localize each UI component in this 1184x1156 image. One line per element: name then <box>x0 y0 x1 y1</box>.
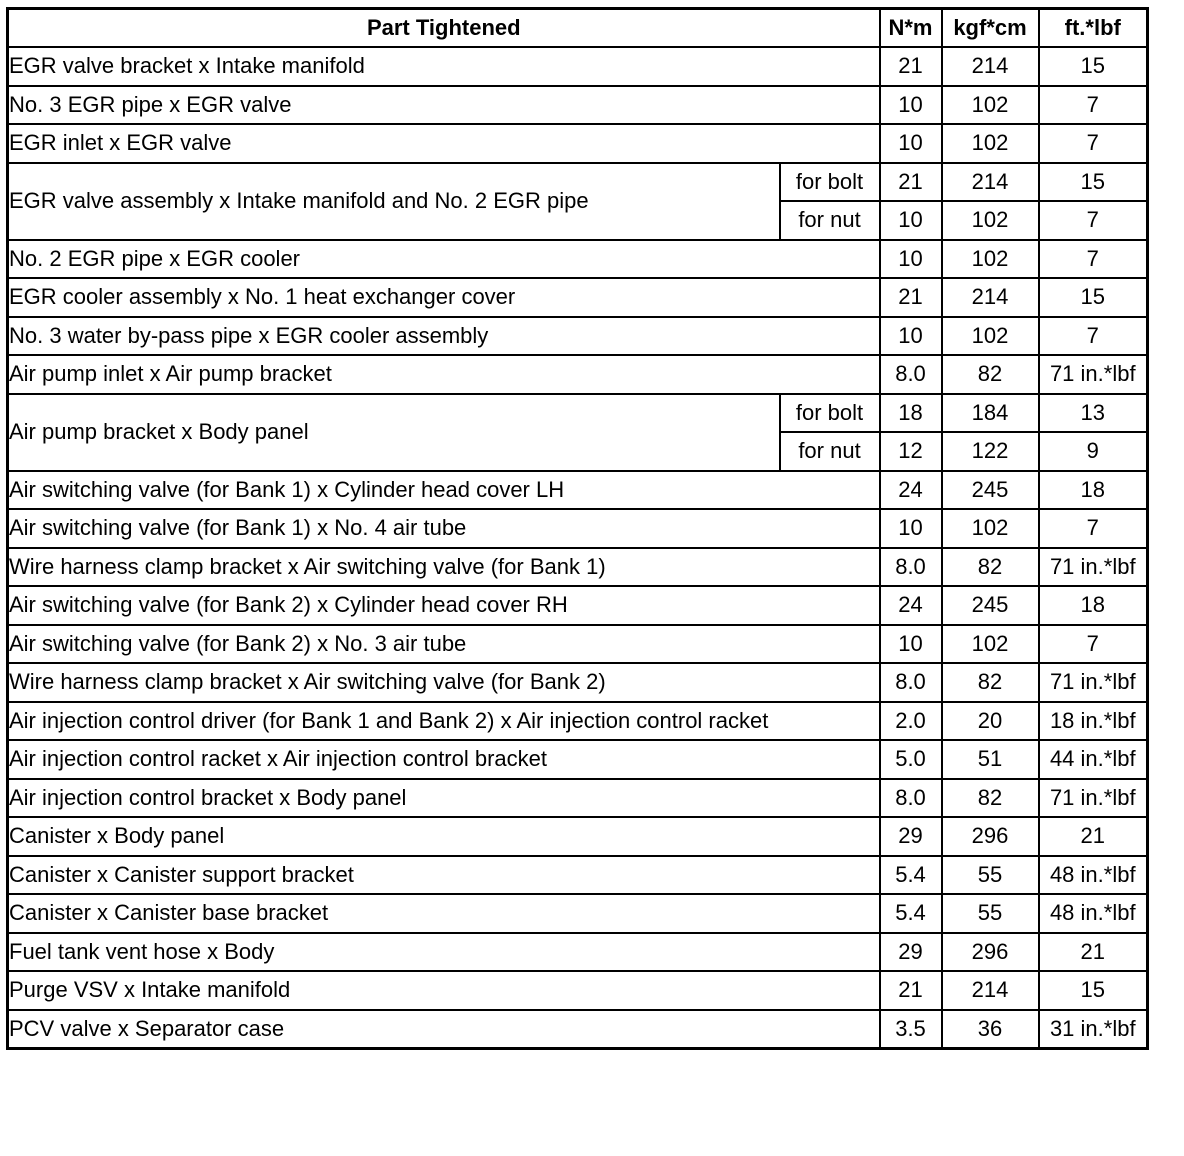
torque-nm-cell: 10 <box>880 201 942 240</box>
torque-kgf-cm-cell: 214 <box>942 47 1039 86</box>
fastener-type-cell: for nut <box>780 432 880 471</box>
torque-spec-table <box>6 7 1149 1050</box>
table-row <box>8 740 1148 779</box>
torque-kgf-cm-cell: 102 <box>942 201 1039 240</box>
torque-kgf-cm-cell: 102 <box>942 86 1039 125</box>
table-body <box>8 47 1148 1048</box>
torque-ft-lbf-cell: 7 <box>1039 625 1148 664</box>
part-name-cell: Air switching valve (for Bank 1) x Cylinder head cover LH <box>8 471 880 510</box>
part-name-cell: EGR valve bracket x Intake manifold <box>8 47 880 86</box>
table-row <box>8 1010 1148 1049</box>
torque-kgf-cm-cell: 36 <box>942 1010 1039 1049</box>
torque-kgf-cm-cell: 102 <box>942 625 1039 664</box>
torque-ft-lbf-cell: 15 <box>1039 163 1148 202</box>
torque-kgf-cm-cell: 296 <box>942 817 1039 856</box>
part-name-cell: Canister x Canister base bracket <box>8 894 880 933</box>
part-name-cell: Air switching valve (for Bank 1) x No. 4 air tube <box>8 509 880 548</box>
torque-ft-lbf-cell: 71 in.*lbf <box>1039 355 1148 394</box>
part-name-cell: EGR cooler assembly x No. 1 heat exchanger cover <box>8 278 880 317</box>
table-row <box>8 163 1148 202</box>
torque-ft-lbf-cell: 21 <box>1039 933 1148 972</box>
part-name-cell: No. 3 water by-pass pipe x EGR cooler assembly <box>8 317 880 356</box>
torque-kgf-cm-cell: 214 <box>942 278 1039 317</box>
torque-nm-cell: 18 <box>880 394 942 433</box>
torque-kgf-cm-cell: 214 <box>942 163 1039 202</box>
torque-nm-cell: 10 <box>880 317 942 356</box>
table-row <box>8 86 1148 125</box>
part-name-cell: Air pump bracket x Body panel <box>8 394 780 471</box>
part-name-cell: Air injection control bracket x Body panel <box>8 779 880 818</box>
part-name-cell: Wire harness clamp bracket x Air switching valve (for Bank 1) <box>8 548 880 587</box>
torque-ft-lbf-cell: 7 <box>1039 86 1148 125</box>
torque-nm-cell: 5.4 <box>880 856 942 895</box>
torque-ft-lbf-cell: 71 in.*lbf <box>1039 779 1148 818</box>
table-row <box>8 317 1148 356</box>
torque-nm-cell: 8.0 <box>880 779 942 818</box>
table-row <box>8 702 1148 741</box>
fastener-type-cell: for nut <box>780 201 880 240</box>
table-row <box>8 471 1148 510</box>
part-name-cell: PCV valve x Separator case <box>8 1010 880 1049</box>
torque-nm-cell: 10 <box>880 509 942 548</box>
torque-kgf-cm-cell: 82 <box>942 779 1039 818</box>
torque-kgf-cm-cell: 122 <box>942 432 1039 471</box>
header-nm: N*m <box>880 9 942 48</box>
torque-nm-cell: 29 <box>880 817 942 856</box>
torque-ft-lbf-cell: 7 <box>1039 509 1148 548</box>
table-row <box>8 933 1148 972</box>
part-name-cell: EGR valve assembly x Intake manifold and No. 2 EGR pipe <box>8 163 780 240</box>
torque-nm-cell: 8.0 <box>880 548 942 587</box>
header-ft-lbf: ft.*lbf <box>1039 9 1148 48</box>
torque-ft-lbf-cell: 13 <box>1039 394 1148 433</box>
part-name-cell: EGR inlet x EGR valve <box>8 124 880 163</box>
torque-ft-lbf-cell: 15 <box>1039 971 1148 1010</box>
table-row <box>8 663 1148 702</box>
table-row <box>8 355 1148 394</box>
part-name-cell: Canister x Body panel <box>8 817 880 856</box>
table-row <box>8 779 1148 818</box>
table-row <box>8 856 1148 895</box>
torque-kgf-cm-cell: 214 <box>942 971 1039 1010</box>
torque-ft-lbf-cell: 44 in.*lbf <box>1039 740 1148 779</box>
part-name-cell: Canister x Canister support bracket <box>8 856 880 895</box>
torque-nm-cell: 10 <box>880 86 942 125</box>
torque-ft-lbf-cell: 7 <box>1039 124 1148 163</box>
torque-ft-lbf-cell: 18 <box>1039 471 1148 510</box>
part-name-cell: Purge VSV x Intake manifold <box>8 971 880 1010</box>
torque-ft-lbf-cell: 7 <box>1039 317 1148 356</box>
torque-ft-lbf-cell: 71 in.*lbf <box>1039 663 1148 702</box>
torque-kgf-cm-cell: 296 <box>942 933 1039 972</box>
torque-nm-cell: 10 <box>880 625 942 664</box>
torque-nm-cell: 12 <box>880 432 942 471</box>
table-row <box>8 548 1148 587</box>
torque-kgf-cm-cell: 245 <box>942 471 1039 510</box>
torque-kgf-cm-cell: 82 <box>942 355 1039 394</box>
torque-kgf-cm-cell: 102 <box>942 317 1039 356</box>
torque-ft-lbf-cell: 7 <box>1039 240 1148 279</box>
torque-kgf-cm-cell: 102 <box>942 124 1039 163</box>
part-name-cell: Air switching valve (for Bank 2) x No. 3 air tube <box>8 625 880 664</box>
torque-kgf-cm-cell: 51 <box>942 740 1039 779</box>
torque-nm-cell: 21 <box>880 971 942 1010</box>
table-row <box>8 240 1148 279</box>
part-name-cell: Wire harness clamp bracket x Air switching valve (for Bank 2) <box>8 663 880 702</box>
table-row <box>8 817 1148 856</box>
torque-ft-lbf-cell: 9 <box>1039 432 1148 471</box>
torque-ft-lbf-cell: 15 <box>1039 278 1148 317</box>
torque-ft-lbf-cell: 31 in.*lbf <box>1039 1010 1148 1049</box>
torque-nm-cell: 21 <box>880 163 942 202</box>
torque-nm-cell: 24 <box>880 471 942 510</box>
torque-ft-lbf-cell: 15 <box>1039 47 1148 86</box>
torque-nm-cell: 10 <box>880 124 942 163</box>
torque-nm-cell: 2.0 <box>880 702 942 741</box>
table-row <box>8 394 1148 433</box>
torque-kgf-cm-cell: 184 <box>942 394 1039 433</box>
fastener-type-cell: for bolt <box>780 163 880 202</box>
torque-kgf-cm-cell: 55 <box>942 856 1039 895</box>
torque-nm-cell: 5.4 <box>880 894 942 933</box>
table-row <box>8 625 1148 664</box>
table-header-row <box>8 9 1148 48</box>
torque-nm-cell: 8.0 <box>880 355 942 394</box>
table-row <box>8 47 1148 86</box>
torque-nm-cell: 3.5 <box>880 1010 942 1049</box>
torque-ft-lbf-cell: 7 <box>1039 201 1148 240</box>
torque-nm-cell: 24 <box>880 586 942 625</box>
torque-nm-cell: 29 <box>880 933 942 972</box>
torque-ft-lbf-cell: 18 <box>1039 586 1148 625</box>
header-part-tightened: Part Tightened <box>8 9 880 48</box>
torque-kgf-cm-cell: 82 <box>942 548 1039 587</box>
torque-kgf-cm-cell: 55 <box>942 894 1039 933</box>
torque-nm-cell: 5.0 <box>880 740 942 779</box>
torque-ft-lbf-cell: 21 <box>1039 817 1148 856</box>
table-row <box>8 894 1148 933</box>
table-row <box>8 509 1148 548</box>
torque-nm-cell: 21 <box>880 278 942 317</box>
torque-kgf-cm-cell: 245 <box>942 586 1039 625</box>
part-name-cell: Fuel tank vent hose x Body <box>8 933 880 972</box>
table-row <box>8 124 1148 163</box>
table-row <box>8 971 1148 1010</box>
header-kgf-cm: kgf*cm <box>942 9 1039 48</box>
table-row <box>8 586 1148 625</box>
torque-ft-lbf-cell: 71 in.*lbf <box>1039 548 1148 587</box>
torque-ft-lbf-cell: 48 in.*lbf <box>1039 856 1148 895</box>
part-name-cell: Air injection control racket x Air injection control bracket <box>8 740 880 779</box>
torque-ft-lbf-cell: 48 in.*lbf <box>1039 894 1148 933</box>
table-row <box>8 278 1148 317</box>
part-name-cell: Air pump inlet x Air pump bracket <box>8 355 880 394</box>
part-name-cell: Air injection control driver (for Bank 1 and Bank 2) x Air injection control racket <box>8 702 880 741</box>
torque-nm-cell: 8.0 <box>880 663 942 702</box>
part-name-cell: Air switching valve (for Bank 2) x Cylinder head cover RH <box>8 586 880 625</box>
torque-kgf-cm-cell: 102 <box>942 240 1039 279</box>
torque-ft-lbf-cell: 18 in.*lbf <box>1039 702 1148 741</box>
torque-kgf-cm-cell: 102 <box>942 509 1039 548</box>
torque-nm-cell: 10 <box>880 240 942 279</box>
part-name-cell: No. 3 EGR pipe x EGR valve <box>8 86 880 125</box>
part-name-cell: No. 2 EGR pipe x EGR cooler <box>8 240 880 279</box>
torque-kgf-cm-cell: 82 <box>942 663 1039 702</box>
torque-nm-cell: 21 <box>880 47 942 86</box>
fastener-type-cell: for bolt <box>780 394 880 433</box>
torque-kgf-cm-cell: 20 <box>942 702 1039 741</box>
